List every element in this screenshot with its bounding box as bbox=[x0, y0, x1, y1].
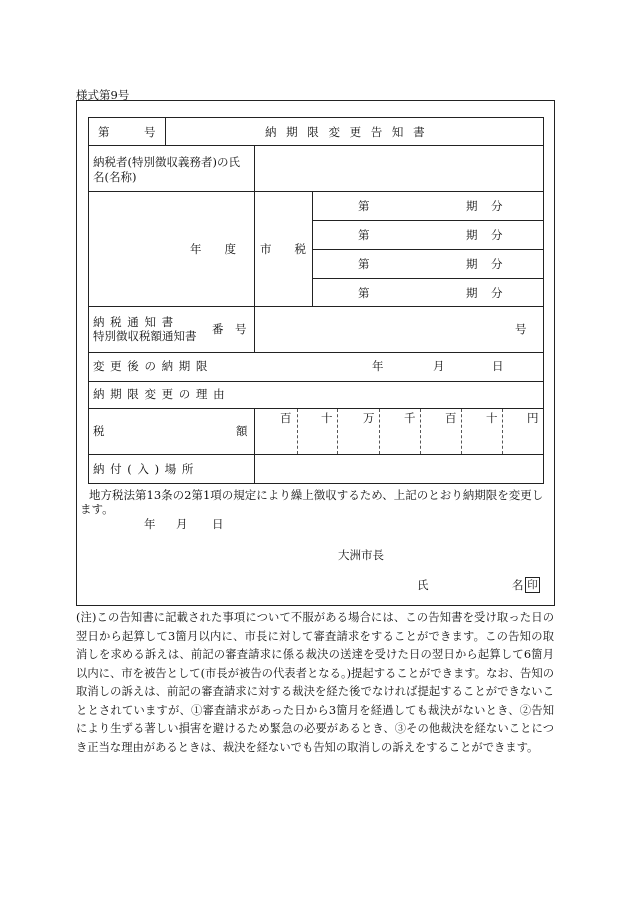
tax-amount-field[interactable] bbox=[256, 410, 542, 453]
tax-notice-label: 納 税 通 知 書 bbox=[93, 315, 175, 329]
period-bun: 分 bbox=[491, 286, 503, 300]
unit-label: 十 bbox=[321, 411, 333, 425]
taxpayer-label-line2: 名(名称) bbox=[93, 170, 137, 184]
fiscal-year-field[interactable] bbox=[90, 193, 253, 305]
special-collection-notice-label: 特別徴収税額通知書 bbox=[93, 329, 197, 343]
due-day-label: 日 bbox=[492, 359, 504, 373]
form-number: 様式第9号 bbox=[76, 88, 130, 102]
payment-place-label: 納 付 ( 入 ) 場 所 bbox=[93, 462, 195, 476]
due-month-label: 月 bbox=[433, 359, 445, 373]
statement-month: 月 bbox=[176, 517, 188, 531]
change-reason-field[interactable] bbox=[256, 383, 542, 407]
period-dai: 第 bbox=[358, 199, 370, 213]
issuer-shi: 氏 bbox=[417, 578, 429, 592]
form-title: 納 期 限 変 更 告 知 書 bbox=[265, 125, 428, 139]
notice-number-field[interactable] bbox=[256, 308, 506, 351]
period-ki: 期 bbox=[466, 257, 478, 271]
number-label: 番 号 bbox=[212, 322, 247, 336]
change-reason-label: 納 期 限 変 更 の 理 由 bbox=[93, 387, 226, 401]
period-bun: 分 bbox=[491, 257, 503, 271]
seal-mark: 印 bbox=[525, 577, 540, 593]
tax-amount-label-gaku: 額 bbox=[236, 424, 248, 438]
unit-label: 十 bbox=[486, 411, 498, 425]
statement-year: 年 bbox=[144, 517, 156, 531]
new-due-date-label: 変 更 後 の 納 期 限 bbox=[93, 359, 209, 373]
period-dai: 第 bbox=[358, 286, 370, 300]
period-bun: 分 bbox=[491, 199, 503, 213]
unit-label: 万 bbox=[363, 411, 375, 425]
statement-day: 日 bbox=[212, 517, 224, 531]
period-ki: 期 bbox=[466, 199, 478, 213]
appeal-note: (注)この告知書に記載された事項について不服がある場合には、この告知書を受け取った日の翌日から起算して3箇月以内に、市長に対して審査請求をすることができます。この告知の取消しを求める訴えは、前記の審査請求に係る裁決の送達を受けた日の翌日から起算して6箇月以内に、市を被告として(市長が被告の代表者となる。)提起することができます。なお、告知の取消しの訴えは、前記の審査請求に対する裁決を経た後でなければ提起することができないこととされていますが、①審査請求があった日から3箇月を経過しても裁決がないとき、②告知により生ずる著しい損害を避けるため緊急の必要があるとき、③その他裁決を経ないことにつき正当な理由があるときは、裁決を経ないでも告知の取消しの訴えをすることができます。 bbox=[76, 611, 554, 754]
issuer-title: 大洲市長 bbox=[338, 548, 384, 562]
payment-place-field[interactable] bbox=[256, 456, 542, 482]
taxpayer-name-field[interactable] bbox=[256, 147, 542, 190]
period-dai: 第 bbox=[358, 257, 370, 271]
city-tax-label: 市 税 bbox=[260, 242, 306, 256]
number-suffix: 号 bbox=[515, 322, 527, 336]
notice-number-label: 第 号 bbox=[98, 125, 156, 139]
unit-label: 百 bbox=[445, 411, 457, 425]
issuer-mei: 名 bbox=[512, 578, 524, 592]
fiscal-year-label: 年 度 bbox=[190, 242, 236, 256]
period-ki: 期 bbox=[466, 286, 478, 300]
statement-line1: 地方税法第13条の2第1項の規定により繰上徴収するため、上記のとおり納期限を変更し bbox=[89, 488, 544, 502]
due-year-label: 年 bbox=[372, 359, 384, 373]
taxpayer-label: 納税者(特別徴収義務者)の氏 bbox=[93, 155, 240, 169]
period-dai: 第 bbox=[358, 228, 370, 242]
tax-amount-label-zei: 税 bbox=[93, 424, 105, 438]
period-bun: 分 bbox=[491, 228, 503, 242]
unit-label: 百 bbox=[280, 411, 292, 425]
statement-line2: ます。 bbox=[80, 502, 114, 516]
unit-label: 千 bbox=[404, 411, 416, 425]
unit-label: 円 bbox=[527, 411, 539, 425]
period-ki: 期 bbox=[466, 228, 478, 242]
